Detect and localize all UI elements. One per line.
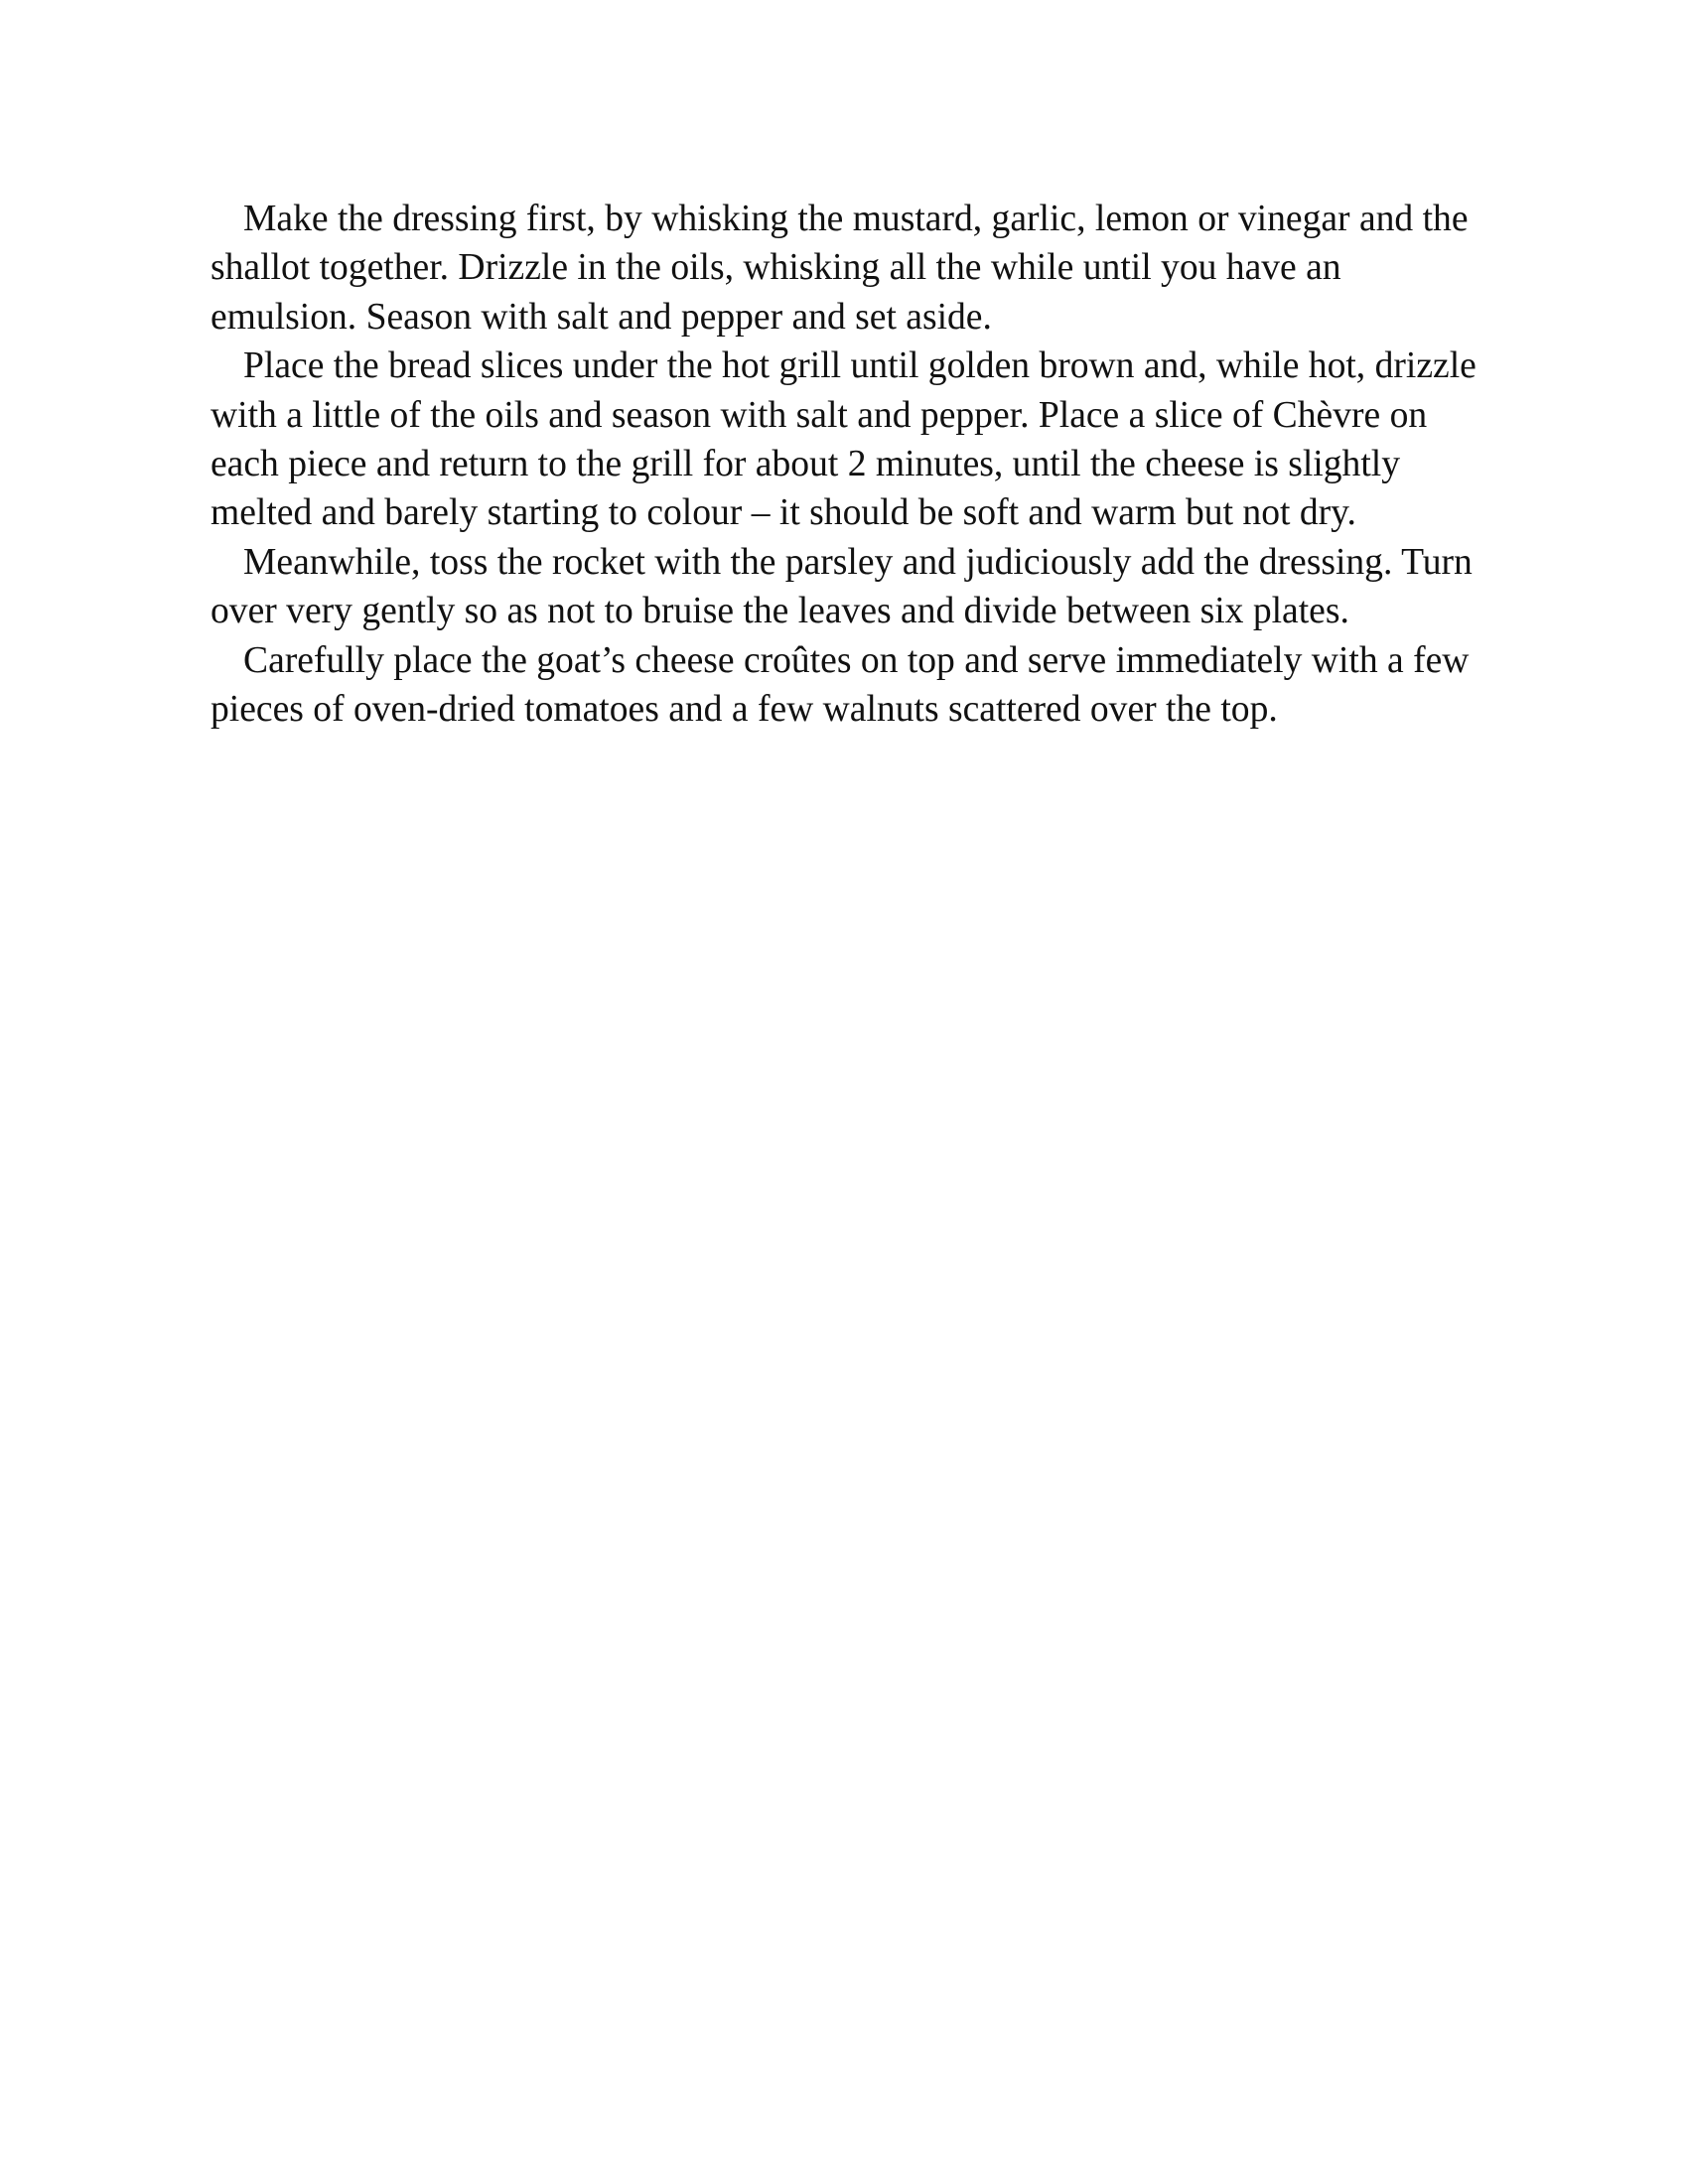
method-paragraph-4: Carefully place the goat’s cheese croûtes on top and serve immediately with a few pieces of oven-dried tomatoes and a few walnuts scattered over the top. — [211, 639, 1470, 731]
method-paragraph-3: Meanwhile, toss the rocket with the parsley and judiciously add the dressing. Turn over very gently so as not to bruise the leaves and divide between six plates. — [211, 541, 1473, 632]
recipe-method-text — [211, 195, 1491, 734]
method-paragraph-2: Place the bread slices under the hot grill until golden brown and, while hot, drizzle with a little of the oils and season with salt and pepper. Place a slice of Chèvre on each piece and return to the grill for about 2 minutes, until the cheese is slightly melted and barely starting to colour – it should be soft and warm but not dry. — [211, 345, 1477, 534]
method-paragraph-1: Make the dressing first, by whisking the mustard, garlic, lemon or vinegar and the shallot together. Drizzle in the oils, whisking all the while until you have an emulsion. Season with salt and pepper and set aside. — [211, 199, 1469, 338]
